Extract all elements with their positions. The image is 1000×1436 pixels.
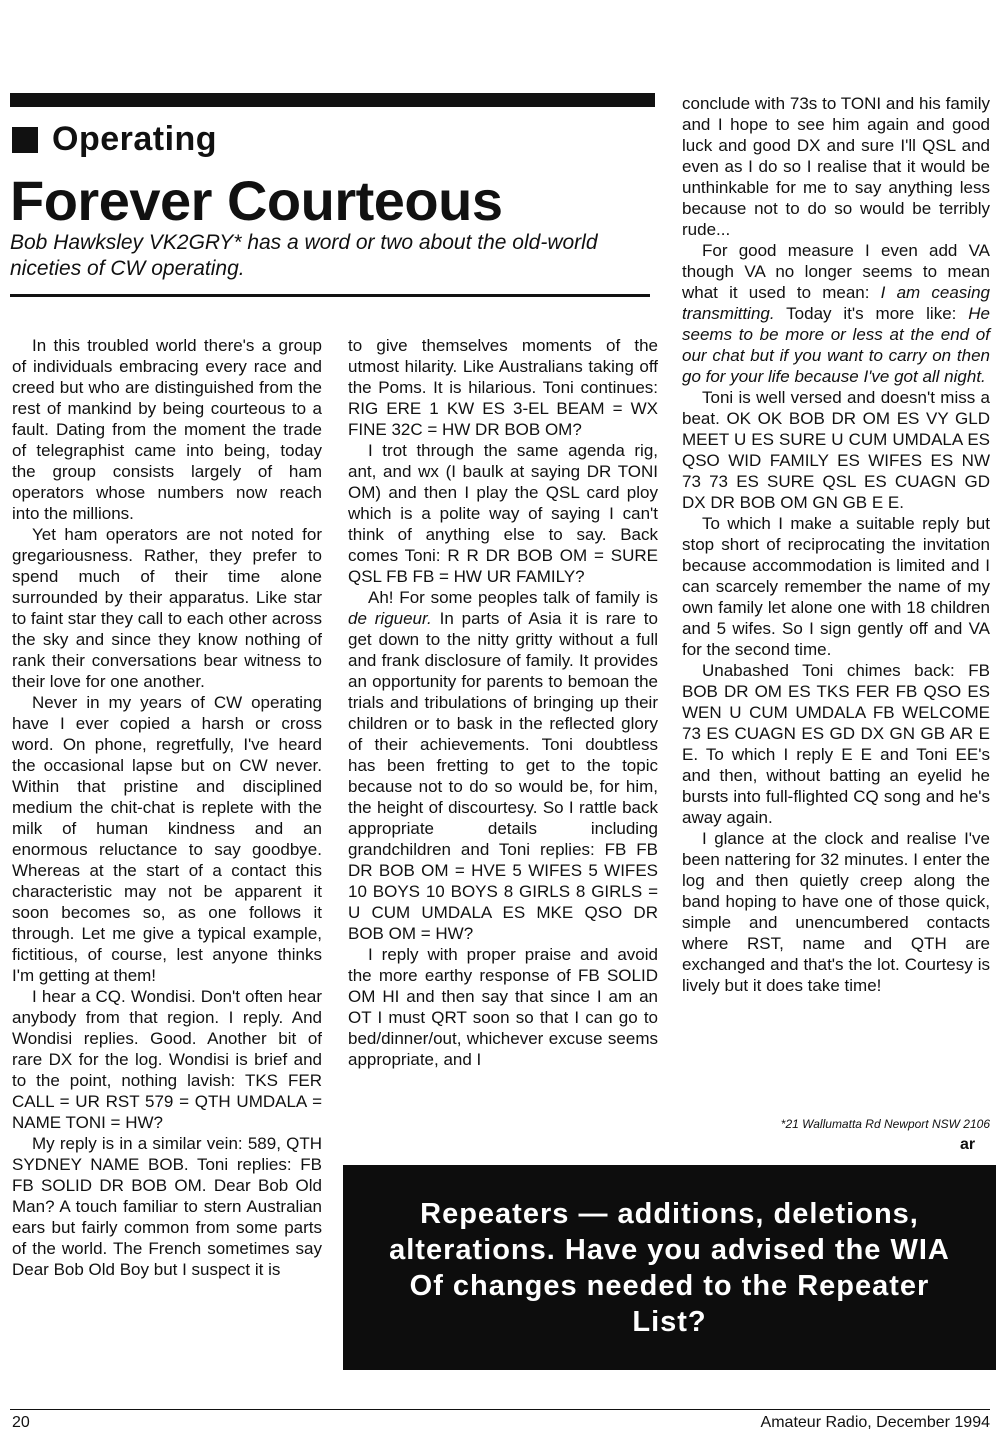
section-heading bbox=[12, 120, 217, 159]
paragraph: Never in my years of CW operating have I ever copied a harsh or cross word. On phone, regretfully, I've heard the occasional lapse but on CW never. Within that pristine and disciplined medium the chit-chat is replete with the milk of human kindness and an enormous reluctance to say goodbye. Whereas at the start of a contact this characteristic may not be apparent it soon becomes so, as one follows it through. Let me give a typical example, fictitious, of course, lest anyone thinks I'm getting at them! bbox=[12, 693, 322, 985]
paragraph-continued: to give themselves moments of the utmost hilarity. Like Australians taking off the Poms. It is hilarious. Toni continues: RIG ERE 1 KW ES 3-EL BEAM = WX FINE 32C = HW DR BOB OM? bbox=[348, 336, 658, 439]
paragraph: I hear a CQ. Wondisi. Don't often hear anybody from that region. I reply. And Wondisi replies. Good. Another bit of rare DX for the log. Wondisi is brief and to the point, nothing lavish: TKS FER CALL = UR RST 579 = QTH UMDALA = NAME TONI = HW? bbox=[12, 987, 322, 1132]
column-3 bbox=[682, 93, 990, 996]
paragraph-continued: conclude with 73s to TONI and his family and I hope to see him again and good luck and good DX and sure I'll QSL and even as I do so I realise that it would be unthinkable for me to say anything less because not to do so would be terribly rude... bbox=[682, 94, 990, 239]
paragraph: Unabashed Toni chimes back: FB BOB DR OM ES TKS FER FB QSO ES WEN U CUM UMDALA FB WELCOME 73 ES CUAGN ES GD DX GN GB AR E E. To which I reply E E and Toni EE's and then, without batting an eyelid he bursts into full-flighted CQ song and he's away again. bbox=[682, 661, 990, 827]
footer-rule bbox=[10, 1409, 990, 1410]
italic-text: I am ceasing transmitting. bbox=[682, 283, 990, 323]
page-number: 20 bbox=[12, 1414, 30, 1431]
text-run: In parts of Asia it is rare to get down to the nitty gritty without a full and frank disclosure of family. It provides an opportunity for parents to bemoan the trials and tribulations of bringing up their children or to bask in the reflected glory of their achievements. Toni doubtless has been fretting to get to the topic because not to do so would be, for him, the height of discourtesy. So I rattle back appropriate details including grandchildren and Toni replies: FB FB DR BOB OM = HVE 5 WIFES 5 WIFES 10 BOYS 10 BOYS 8 GIRLS 8 GIRLS = U CUM UMDALA ES MKE QSO DR BOB OM = HW? bbox=[348, 609, 658, 943]
italic-text: He seems to be more or less at the end of our chat but if you want to carry on then go for your life because I've got all night. bbox=[682, 304, 990, 386]
banner-text: Repeaters — additions, deletions, alterations. Have you advised the WIA Of changes needed to the Repeater List? bbox=[389, 1197, 950, 1338]
author-address-footnote: *21 Wallumatta Rd Newport NSW 2106 bbox=[780, 1117, 990, 1131]
paragraph: Yet ham operators are not noted for gregariousness. Rather, they prefer to spend much of their time alone surrounded by their apparatus. Like star to faint star they call to each other across the sky and since they know nothing of rank their conversations bear witness to their love for one another. bbox=[12, 525, 322, 691]
paragraph bbox=[348, 587, 658, 944]
top-rule bbox=[10, 93, 655, 107]
italic-text: de rigueur. bbox=[348, 609, 432, 628]
column-2 bbox=[348, 335, 658, 1070]
paragraph: I reply with proper praise and avoid the more earthy response of FB SOLID OM HI and then say that since I am an OT I must QRT soon so that I can go to bed/dinner/out, whichever excuse seems appropriate, and I bbox=[348, 945, 658, 1069]
repeater-notice-banner bbox=[343, 1165, 996, 1370]
section-label: Operating bbox=[52, 120, 218, 158]
paragraph: My reply is in a similar vein: 589, QTH SYDNEY NAME BOB. Toni replies: FB FB SOLID DR BOB OM. Dear Bob Old Man? A touch familiar to stern Australian ears but fairly common from some parts of the world. The French sometimes say Dear Bob Old Boy but I suspect it is bbox=[12, 1134, 322, 1279]
text-run: Ah! For some peoples talk of family is bbox=[368, 588, 658, 607]
paragraph bbox=[682, 240, 990, 387]
text-run: For good measure I even add VA though VA no longer seems to mean what it used to mean: bbox=[682, 241, 990, 302]
article-standfirst: Bob Hawksley VK2GRY* has a word or two about the old-world niceties of CW operating. bbox=[10, 231, 598, 280]
paragraph: To which I make a suitable reply but stop short of reciprocating the invitation because accommodation is limited and I can scarcely remember the name of my own family let alone one with 18 children and 5 wifes. So I sign gently off and VA for the second time. bbox=[682, 514, 990, 659]
square-bullet-icon bbox=[12, 127, 38, 153]
header-divider bbox=[10, 294, 650, 297]
paragraph: I glance at the clock and realise I've been nattering for 32 minutes. I enter the log and then quietly creep along the band hoping to have one of those quick, simple and unencumbered contacts where RST, name and QTH are exchanged and that's the lot. Courtesy is lively but it does take time! bbox=[682, 829, 990, 995]
article-title: Forever Courteous bbox=[10, 169, 503, 232]
paragraph: In this troubled world there's a group of individuals embracing every race and creed but who are distinguished from the rest of mankind by being courteous to a fault. Dating from the moment the trade of telegraphist came into being, today the group consists largely of ham operators whose numbers now reach into the millions. bbox=[12, 336, 322, 523]
paragraph: I trot through the same agenda rig, ant, and wx (I baulk at saying DR TONI OM) and then I play the QSL card ploy which is a polite way of saying I can't think of anything else to say. Back comes Toni: R R DR BOB OM = SURE QSL FB FB = HW UR FAMILY? bbox=[348, 441, 658, 586]
paragraph: Toni is well versed and doesn't miss a beat. OK OK BOB DR OM ES VY GLD MEET U ES SURE U CUM UMDALA ES QSO WID FAMILY ES WIFES ES NW 73 73 ES SURE QSL ES CUAGN GD DX DR BOB OM GN GB E E. bbox=[682, 388, 990, 512]
journal-issue: Amateur Radio, December 1994 bbox=[760, 1414, 990, 1431]
column-1 bbox=[12, 335, 322, 1280]
end-mark: ar bbox=[960, 1136, 976, 1153]
text-run: Today it's more like: bbox=[774, 304, 969, 323]
